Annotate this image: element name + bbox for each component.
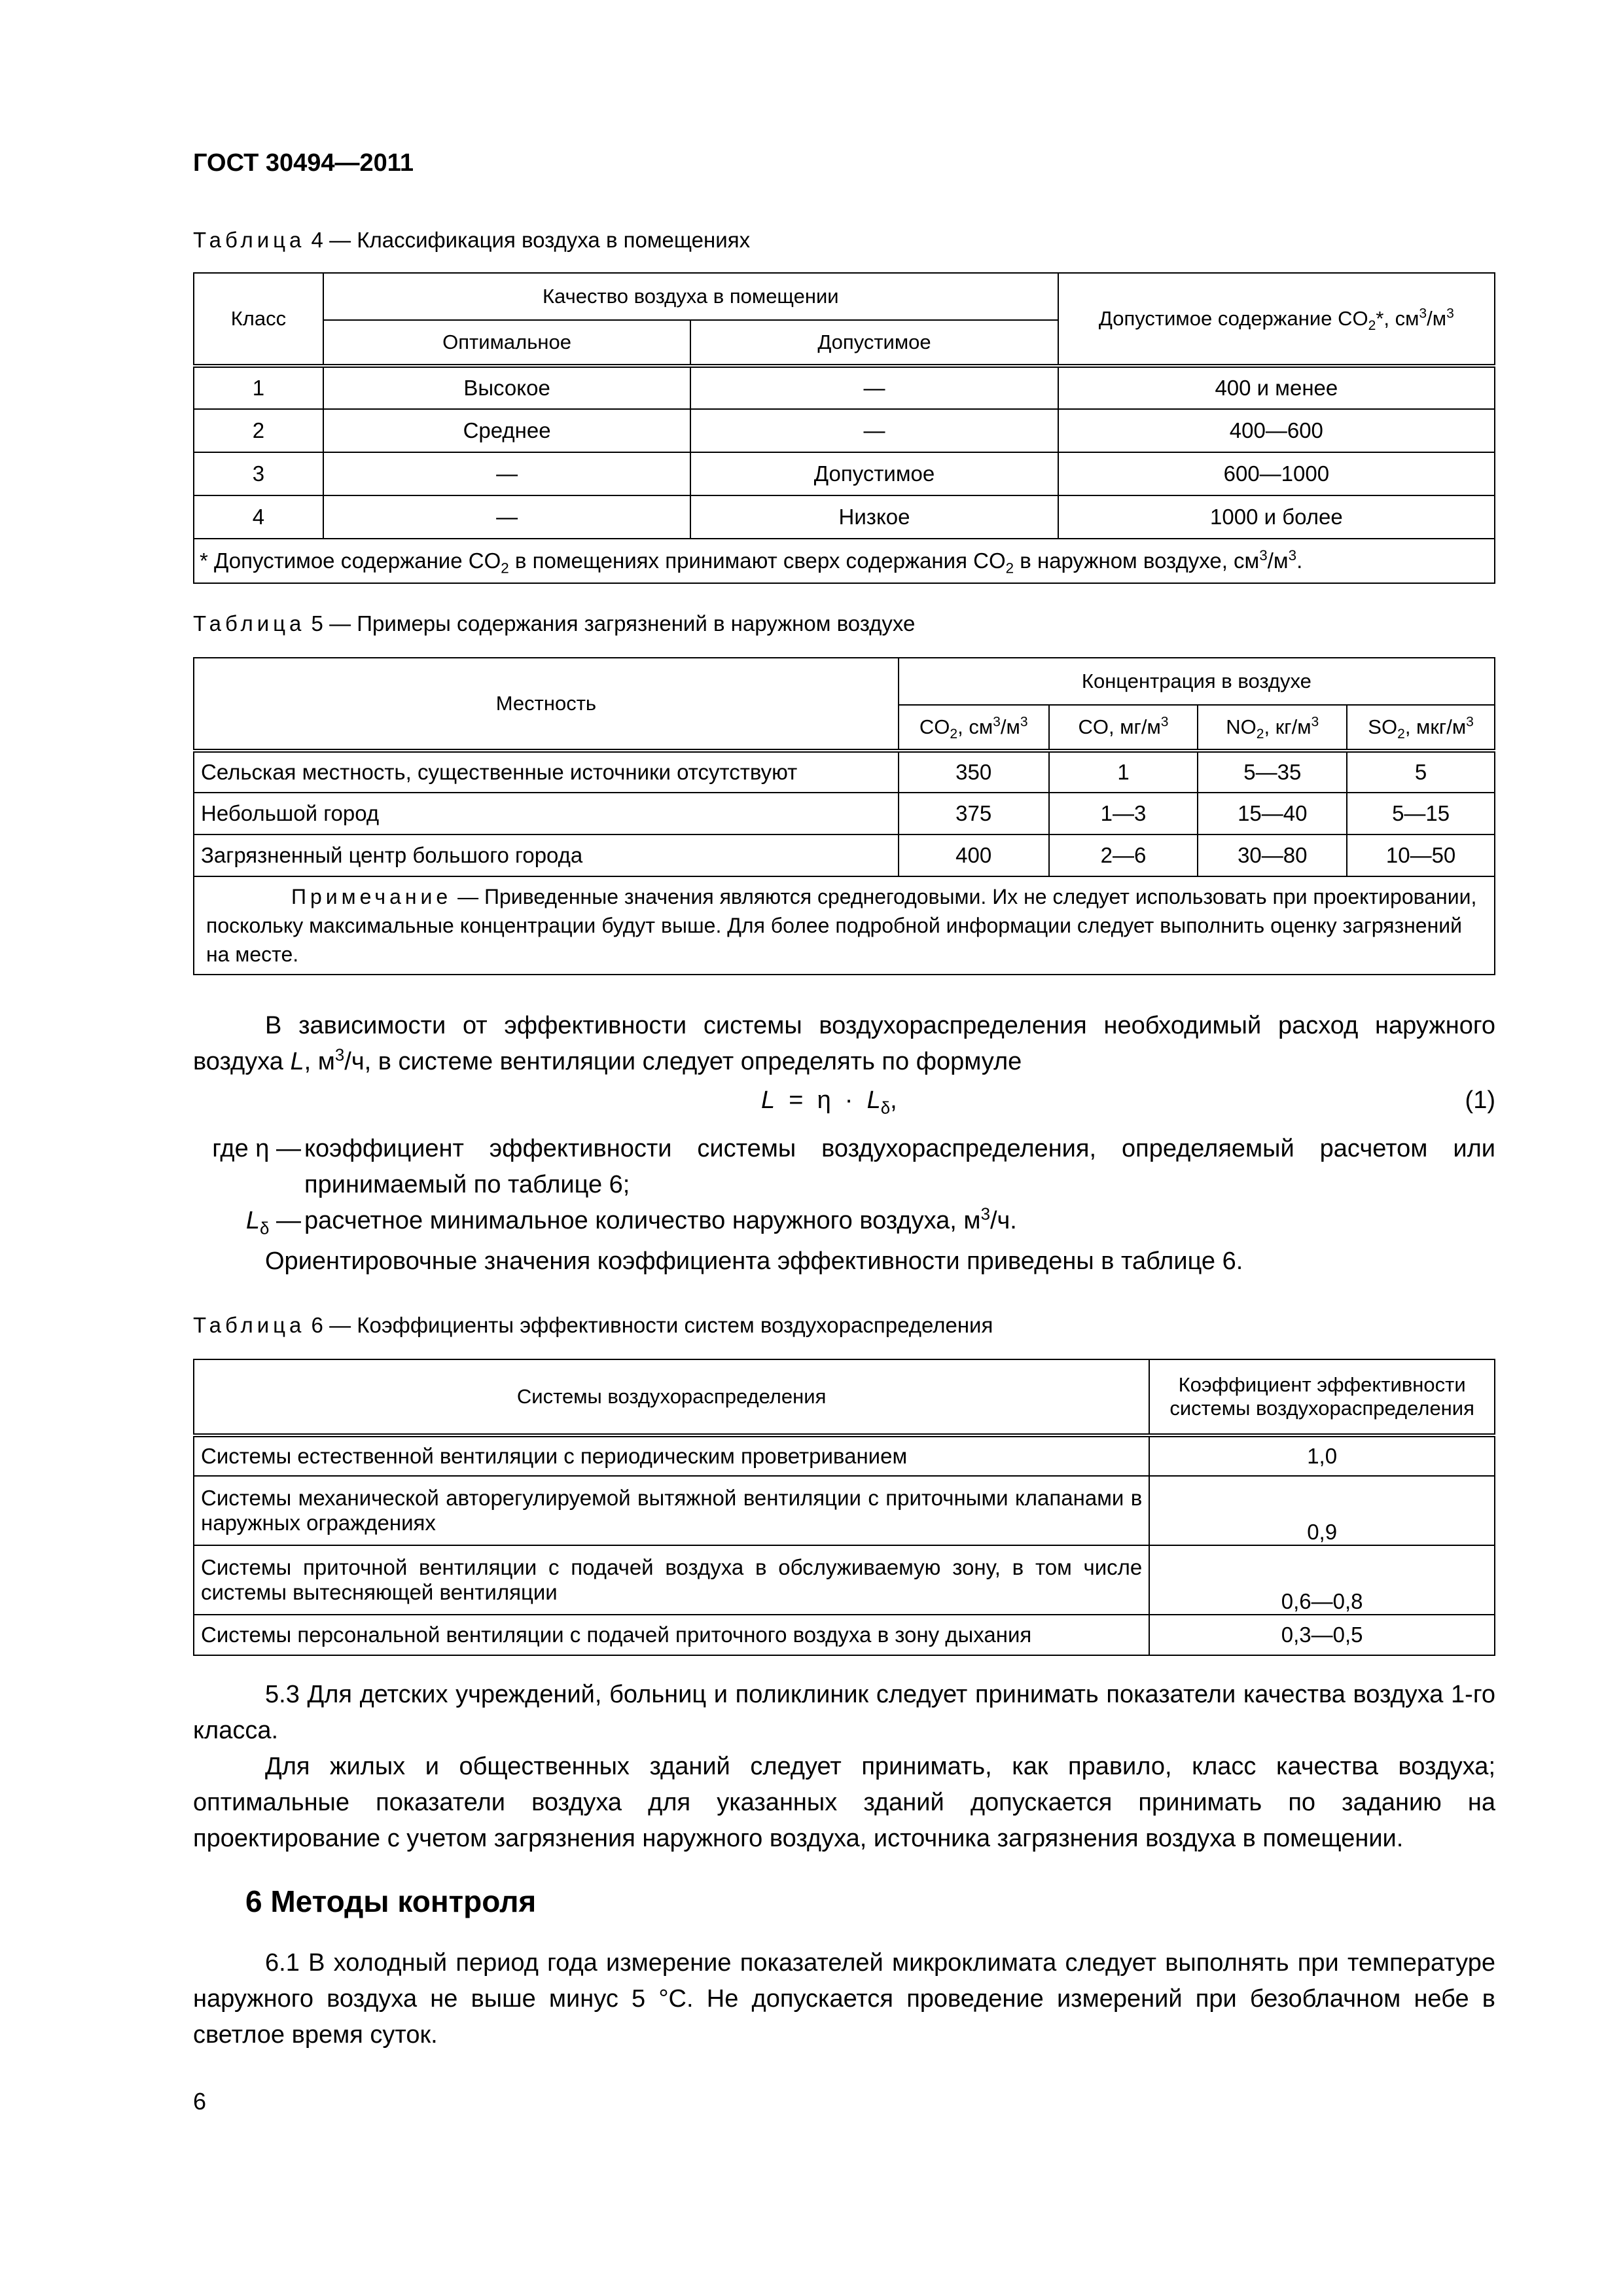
table4-header-allowed: Допустимое (690, 320, 1058, 366)
table-cell: Системы приточной вентиляции с подачей воздуха в обслуживаемую зону, в том числе системы вытесняющей вентиляции (194, 1545, 1149, 1615)
table-cell: 1—3 (1049, 793, 1198, 834)
table-row (194, 1545, 1495, 1615)
table-cell: 2 (194, 409, 323, 452)
table5-header-co: CO, $мг/м^3$ (1049, 705, 1198, 751)
table-row (194, 409, 1495, 452)
table-row (194, 1435, 1495, 1476)
table4-header-co2: Допустимое содержание $CO_2*$, $см^3/м^3$ (1058, 273, 1495, 366)
table4 (193, 272, 1495, 584)
table5 (193, 657, 1495, 975)
table-cell: Допустимое (690, 452, 1058, 495)
where-l-delta (193, 1203, 1495, 1242)
table6-caption (193, 1313, 993, 1338)
table-cell: 5—15 (1347, 793, 1495, 834)
table-cell: Системы естественной вентиляции с периодическим проветриванием (194, 1435, 1149, 1476)
table5-header-place: Местность (194, 658, 899, 751)
table-cell: 400 и менее (1058, 366, 1495, 409)
where-l-delta-label: $L_\delta$ — (245, 1207, 301, 1238)
table5-header-so2: $SO_2$, мкг/$м^3$ (1347, 705, 1495, 751)
table-row (194, 366, 1495, 409)
formula-1 (193, 1086, 1495, 1126)
table-cell: — (323, 452, 690, 495)
table6-caption-rest: 6 — Коэффициенты эффективности систем воздухораспределения (305, 1313, 993, 1337)
table-cell: Среднее (323, 409, 690, 452)
table-cell: 0,3—0,5 (1149, 1615, 1495, 1655)
table5-caption-rest: 5 — Примеры содержания загрязнений в наружном воздухе (305, 611, 916, 636)
table-cell: 30—80 (1198, 834, 1347, 876)
table-cell: 5 (1347, 751, 1495, 793)
table4-footnote: * Допустимое содержание $CO_2$ в помещениях принимают сверх содержания $CO_2$ в наружном воздухе, $см^3/м^3$. (194, 539, 1495, 583)
table-cell: Системы персональной вентиляции с подачей приточного воздуха в зону дыхания (194, 1615, 1149, 1655)
table-cell: 10—50 (1347, 834, 1495, 876)
formula-expression: $L = \eta \cdot L_\delta$, (761, 1086, 897, 1118)
table-row (194, 793, 1495, 834)
table4-header-quality: Качество воздуха в помещении (323, 273, 1058, 320)
paragraph-6-1: 6.1 В холодный период года измерение показателей микроклимата следует выполнять при температуре наружного воздуха не выше минус 5 °С. Не допускается проведение измерений при безоблачном небе в светлое время суток. (193, 1949, 1495, 2049)
table-cell: — (690, 409, 1058, 452)
table-cell: 2—6 (1049, 834, 1198, 876)
table5-header-co2: $CO_2$, $см^3/м^3$ (899, 705, 1049, 751)
table-cell: 350 (899, 751, 1049, 793)
paragraph-residential: Для жилых и общественных зданий следует принимать, как правило, класс качества воздуха; оптимальные показатели воздуха для указанных зданий допускается принимать по заданию на проектирование с учетом загрязнения наружного воздуха, источника загрязнения воздуха в помещении. (193, 1753, 1495, 1853)
table-cell: 15—40 (1198, 793, 1347, 834)
table-cell: 0,9 (1149, 1476, 1495, 1545)
table4-caption-word: Таблица (193, 228, 306, 252)
table-cell: Низкое (690, 495, 1058, 539)
table-cell: 400—600 (1058, 409, 1495, 452)
table-cell: 1,0 (1149, 1435, 1495, 1476)
table6-header-systems: Системы воздухораспределения (194, 1359, 1149, 1435)
table5-note-rest: — Приведенные значения являются среднегодовыми. Их не следует использовать при проектировании, поскольку максимальные концентрации будут выше. Для более подробной информации следует выполнить оценку загрязнений на месте. (206, 885, 1477, 967)
table4-header-optimal: Оптимальное (323, 320, 690, 366)
table5-caption-word: Таблица (193, 611, 306, 636)
table5-caption (193, 611, 915, 636)
section-title: 6 Методы контроля (245, 1884, 537, 1918)
table-row (194, 751, 1495, 793)
where-eta (193, 1131, 1495, 1210)
table-cell: 1000 и более (1058, 495, 1495, 539)
table-cell: 1 (1049, 751, 1198, 793)
table-cell: Системы механической авторегулируемой вытяжной вентиляции с приточными клапанами в наружных ограждениях (194, 1476, 1149, 1545)
table-cell: Небольшой город (194, 793, 899, 834)
table6-caption-word: Таблица (193, 1313, 306, 1337)
page-number: 6 (193, 2088, 207, 2115)
table-cell: 0,6—0,8 (1149, 1545, 1495, 1615)
where-eta-text: коэффициент эффективности системы воздухораспределения, определяемый расчетом или принимаемый по таблице 6; (304, 1135, 1495, 1199)
where-l-delta-text: расчетное минимальное количество наружного воздуха, $м^3/ч$. (304, 1205, 1017, 1234)
table-row (194, 495, 1495, 539)
paragraph-5-3: 5.3 Для детских учреждений, больниц и поликлиник следует принимать показатели качества воздуха 1-го класса. (193, 1681, 1495, 1745)
table-cell: Высокое (323, 366, 690, 409)
table-cell: 4 (194, 495, 323, 539)
table4-header-class: Класс (194, 273, 323, 366)
table-cell: 1 (194, 366, 323, 409)
paragraph-flow-rate: В зависимости от эффективности системы воздухораспределения необходимый расход наружного воздуха L, $м^3/ч$, в системе вентиляции следует определять по формуле (193, 1012, 1495, 1076)
table-cell: 400 (899, 834, 1049, 876)
paragraph-table6-ref: Ориентировочные значения коэффициента эффективности приведены в таблице 6. (265, 1247, 1243, 1275)
table-cell: 5—35 (1198, 751, 1347, 793)
table-row (194, 834, 1495, 876)
table-cell: — (690, 366, 1058, 409)
table-cell: 375 (899, 793, 1049, 834)
table4-caption (193, 228, 750, 253)
table-cell: — (323, 495, 690, 539)
table4-caption-rest: 4 — Классификация воздуха в помещениях (305, 228, 751, 252)
document-code: ГОСТ 30494—2011 (193, 149, 414, 177)
table-row (194, 452, 1495, 495)
table-cell: 600—1000 (1058, 452, 1495, 495)
table-cell: Загрязненный центр большого города (194, 834, 899, 876)
table5-header-no2: $NO_2$, $кг/м^3$ (1198, 705, 1347, 751)
table-cell: 3 (194, 452, 323, 495)
table6-header-coef: Коэффициент эффективности системы воздухораспределения (1149, 1359, 1495, 1435)
table-row (194, 1476, 1495, 1545)
table6 (193, 1359, 1495, 1656)
where-eta-label: где η — (212, 1135, 301, 1162)
table-row (194, 1615, 1495, 1655)
table-cell: Сельская местность, существенные источники отсутствуют (194, 751, 899, 793)
table5-header-conc: Концентрация в воздухе (899, 658, 1495, 705)
table5-note (194, 876, 1495, 975)
formula-number: (1) (1465, 1086, 1495, 1114)
table5-note-word: Примечание (291, 885, 452, 908)
